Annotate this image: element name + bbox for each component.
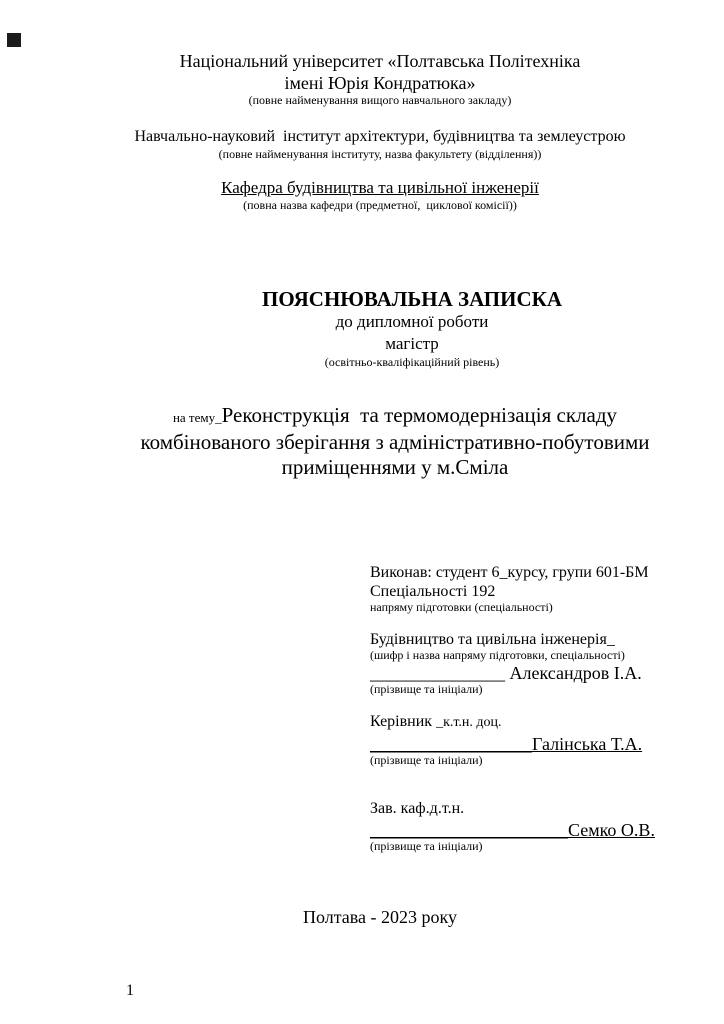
supervisor-label: Керівник — [370, 713, 437, 730]
institute-name: Навчально-науковий інститут архітектури, будівництва та землеустрою — [134, 128, 626, 145]
city-year: Полтава - 2023 року — [302, 907, 458, 927]
document-header — [36, 50, 724, 212]
theme-line1 — [66, 403, 724, 430]
supervisor-signature-line — [370, 734, 710, 754]
institute-caption: (повне найменування інституту, назва факультету (відділення)) — [218, 147, 542, 161]
department-head-line: Зав. каф.д.т.н. — [370, 800, 465, 817]
supervisor-line — [370, 712, 710, 732]
university-caption: (повне найменування вищого навчального закладу) — [248, 93, 512, 107]
specialty-name-line: Будівництво та цивільна інженерія_ — [370, 631, 615, 648]
document-title: ПОЯСНЮВАЛЬНА ЗАПИСКА — [261, 287, 563, 311]
theme-text-line1: Реконструкція та термомодернізація складу — [221, 403, 618, 427]
page-number: 1 — [126, 982, 134, 999]
specialty-caption: напряму підготовки (спеціальності) — [370, 600, 553, 614]
department-caption: (повна назва кафедри (предметної, циклової комісії)) — [243, 198, 517, 212]
theme-text-line3: приміщеннями у м.Сміла — [281, 455, 509, 479]
corner-square-artifact — [7, 33, 21, 47]
executor-name: Александров І.А. — [505, 663, 642, 683]
university-name-line2: імені Юрія Кондратюка» — [284, 73, 476, 93]
executor-name-caption: (прізвище та ініціали) — [370, 682, 483, 696]
degree-level: магістр — [385, 334, 439, 353]
supervisor-name: Галінська Т.А. — [532, 734, 643, 754]
department-head-signature-line — [370, 820, 710, 840]
supervisor-degree: _к.т.н. доц. — [436, 715, 502, 730]
executor-signature-blank: _______________ — [370, 663, 505, 683]
supervisor-name-caption: (прізвище та ініціали) — [370, 753, 483, 767]
signature-block — [370, 563, 710, 853]
document-title-block — [100, 287, 724, 369]
executor-line: Виконав: студент 6_курсу, групи 601-БМ — [370, 564, 649, 581]
department-head-signature-blank: ______________________ — [370, 820, 568, 840]
executor-signature-line — [370, 663, 710, 683]
supervisor-signature-blank: __________________ — [370, 734, 532, 754]
document-subtitle: до дипломної роботи — [335, 312, 489, 331]
specialty-name-caption: (шифр і назва напряму підготовки, спеціальності) — [370, 648, 625, 662]
theme-text-line2: комбінованого зберігання з адміністративно-побутовими — [140, 430, 650, 454]
department-name: Кафедра будівництва та цивільної інженерії — [221, 178, 539, 197]
degree-level-caption: (освітньо-кваліфікаційний рівень) — [324, 355, 500, 369]
theme-prefix-label: на тему_ — [172, 410, 222, 425]
university-name-line1: Національний університет «Полтавська Політехніка — [179, 51, 581, 71]
thesis-theme — [66, 403, 724, 480]
department-head-name-caption: (прізвище та ініціали) — [370, 839, 483, 853]
specialty-number-line: Спеціальності 192 — [370, 583, 496, 600]
department-head-name: Семко О.В. — [568, 820, 655, 840]
